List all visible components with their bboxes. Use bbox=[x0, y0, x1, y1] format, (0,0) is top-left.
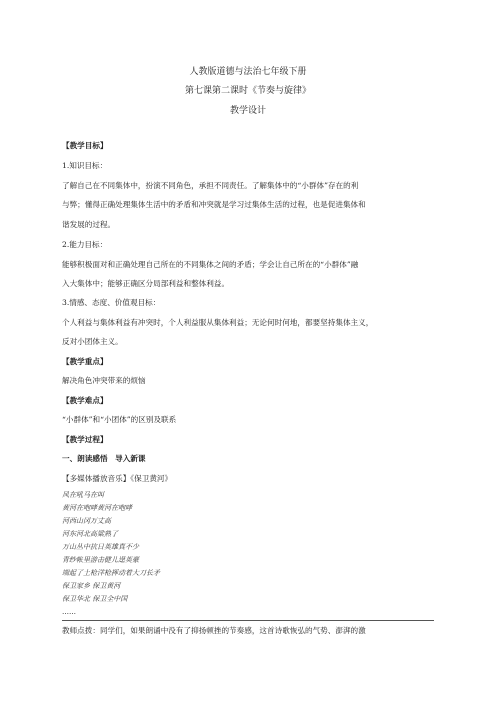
doc-title-line1: 人教版道德与法治七年级下册 bbox=[189, 67, 307, 77]
process-heading: 【教学过程】 bbox=[62, 435, 108, 444]
ability-goal-line2: 入大集体中；能够正确区分局部利益和整体利益。 bbox=[62, 279, 230, 288]
poem-line: 保卫家乡 保卫黄河 bbox=[62, 582, 121, 590]
ability-goal-line1: 能够积极面对和正确处理自己所在的不同集体之间的矛盾；学会让自己所在的“小群体”融 bbox=[62, 260, 359, 269]
poem-line: 端起了土枪洋枪挥动着大刀长矛 bbox=[62, 569, 160, 577]
poem-line: 青纱帐里游击健儿逞英豪 bbox=[62, 556, 139, 564]
knowledge-goal-line2: 与弊；懂得正确处理集体生活中的矛盾和冲突就是学习过集体生活的过程，也是促进集体和 bbox=[62, 200, 366, 209]
media-note: 【多媒体播放音乐】《保卫黄河》 bbox=[62, 474, 173, 483]
difficulty-heading: 【教学难点】 bbox=[62, 396, 108, 405]
poem-line: 风在吼马在叫 bbox=[62, 491, 104, 499]
poem-line: 黄河在咆哮黄河在咆哮 bbox=[62, 504, 132, 512]
key-point-text: 解决角色冲突带来的烦恼 bbox=[62, 376, 146, 385]
emotion-goal-line1: 个人利益与集体利益有冲突时，个人利益服从集体利益；无论何时何地，都要坚持集体主义， bbox=[62, 318, 374, 327]
emotion-goal-title: 3.情感、态度、价值观目标： bbox=[62, 298, 161, 307]
doc-title-line3: 教学设计 bbox=[229, 106, 266, 116]
knowledge-goal-line3: 谐发展的过程。 bbox=[62, 220, 116, 229]
goals-heading: 【教学目标】 bbox=[62, 141, 108, 150]
knowledge-goal-title: 1.知识目标： bbox=[62, 161, 108, 170]
knowledge-goal-line1: 了解自己在不同集体中，扮演不同角色，承担不同责任。了解集体中的“小群体”存在的利 bbox=[62, 181, 359, 190]
poem-line: 万山丛中抗日英雄真不少 bbox=[62, 543, 139, 551]
difficulty-text: “小群体”和“小团体”的区别及联系 bbox=[62, 415, 177, 424]
poem-ellipsis: …… bbox=[62, 608, 76, 616]
key-point-heading: 【教学重点】 bbox=[62, 357, 108, 366]
section-divider bbox=[62, 620, 434, 621]
poem-line: 保卫华北 保卫全中国 bbox=[62, 595, 128, 603]
teacher-guidance-line: 教师点拨：同学们，如果朗诵中没有了抑扬顿挫的节奏感，这首诗歌恢弘的气势、澎湃的激 bbox=[62, 626, 366, 635]
ability-goal-title: 2.能力目标： bbox=[62, 240, 108, 249]
emotion-goal-line2: 反对小团体主义。 bbox=[62, 337, 123, 346]
doc-title-line2: 第七课第二课时《节奏与旋律》 bbox=[184, 86, 311, 96]
poem-line: 河东河北高粱熟了 bbox=[62, 530, 118, 538]
process-part1-title: 一、朗读感悟 导入新课 bbox=[62, 454, 146, 463]
poem-line: 河西山冈万丈高 bbox=[62, 517, 111, 525]
